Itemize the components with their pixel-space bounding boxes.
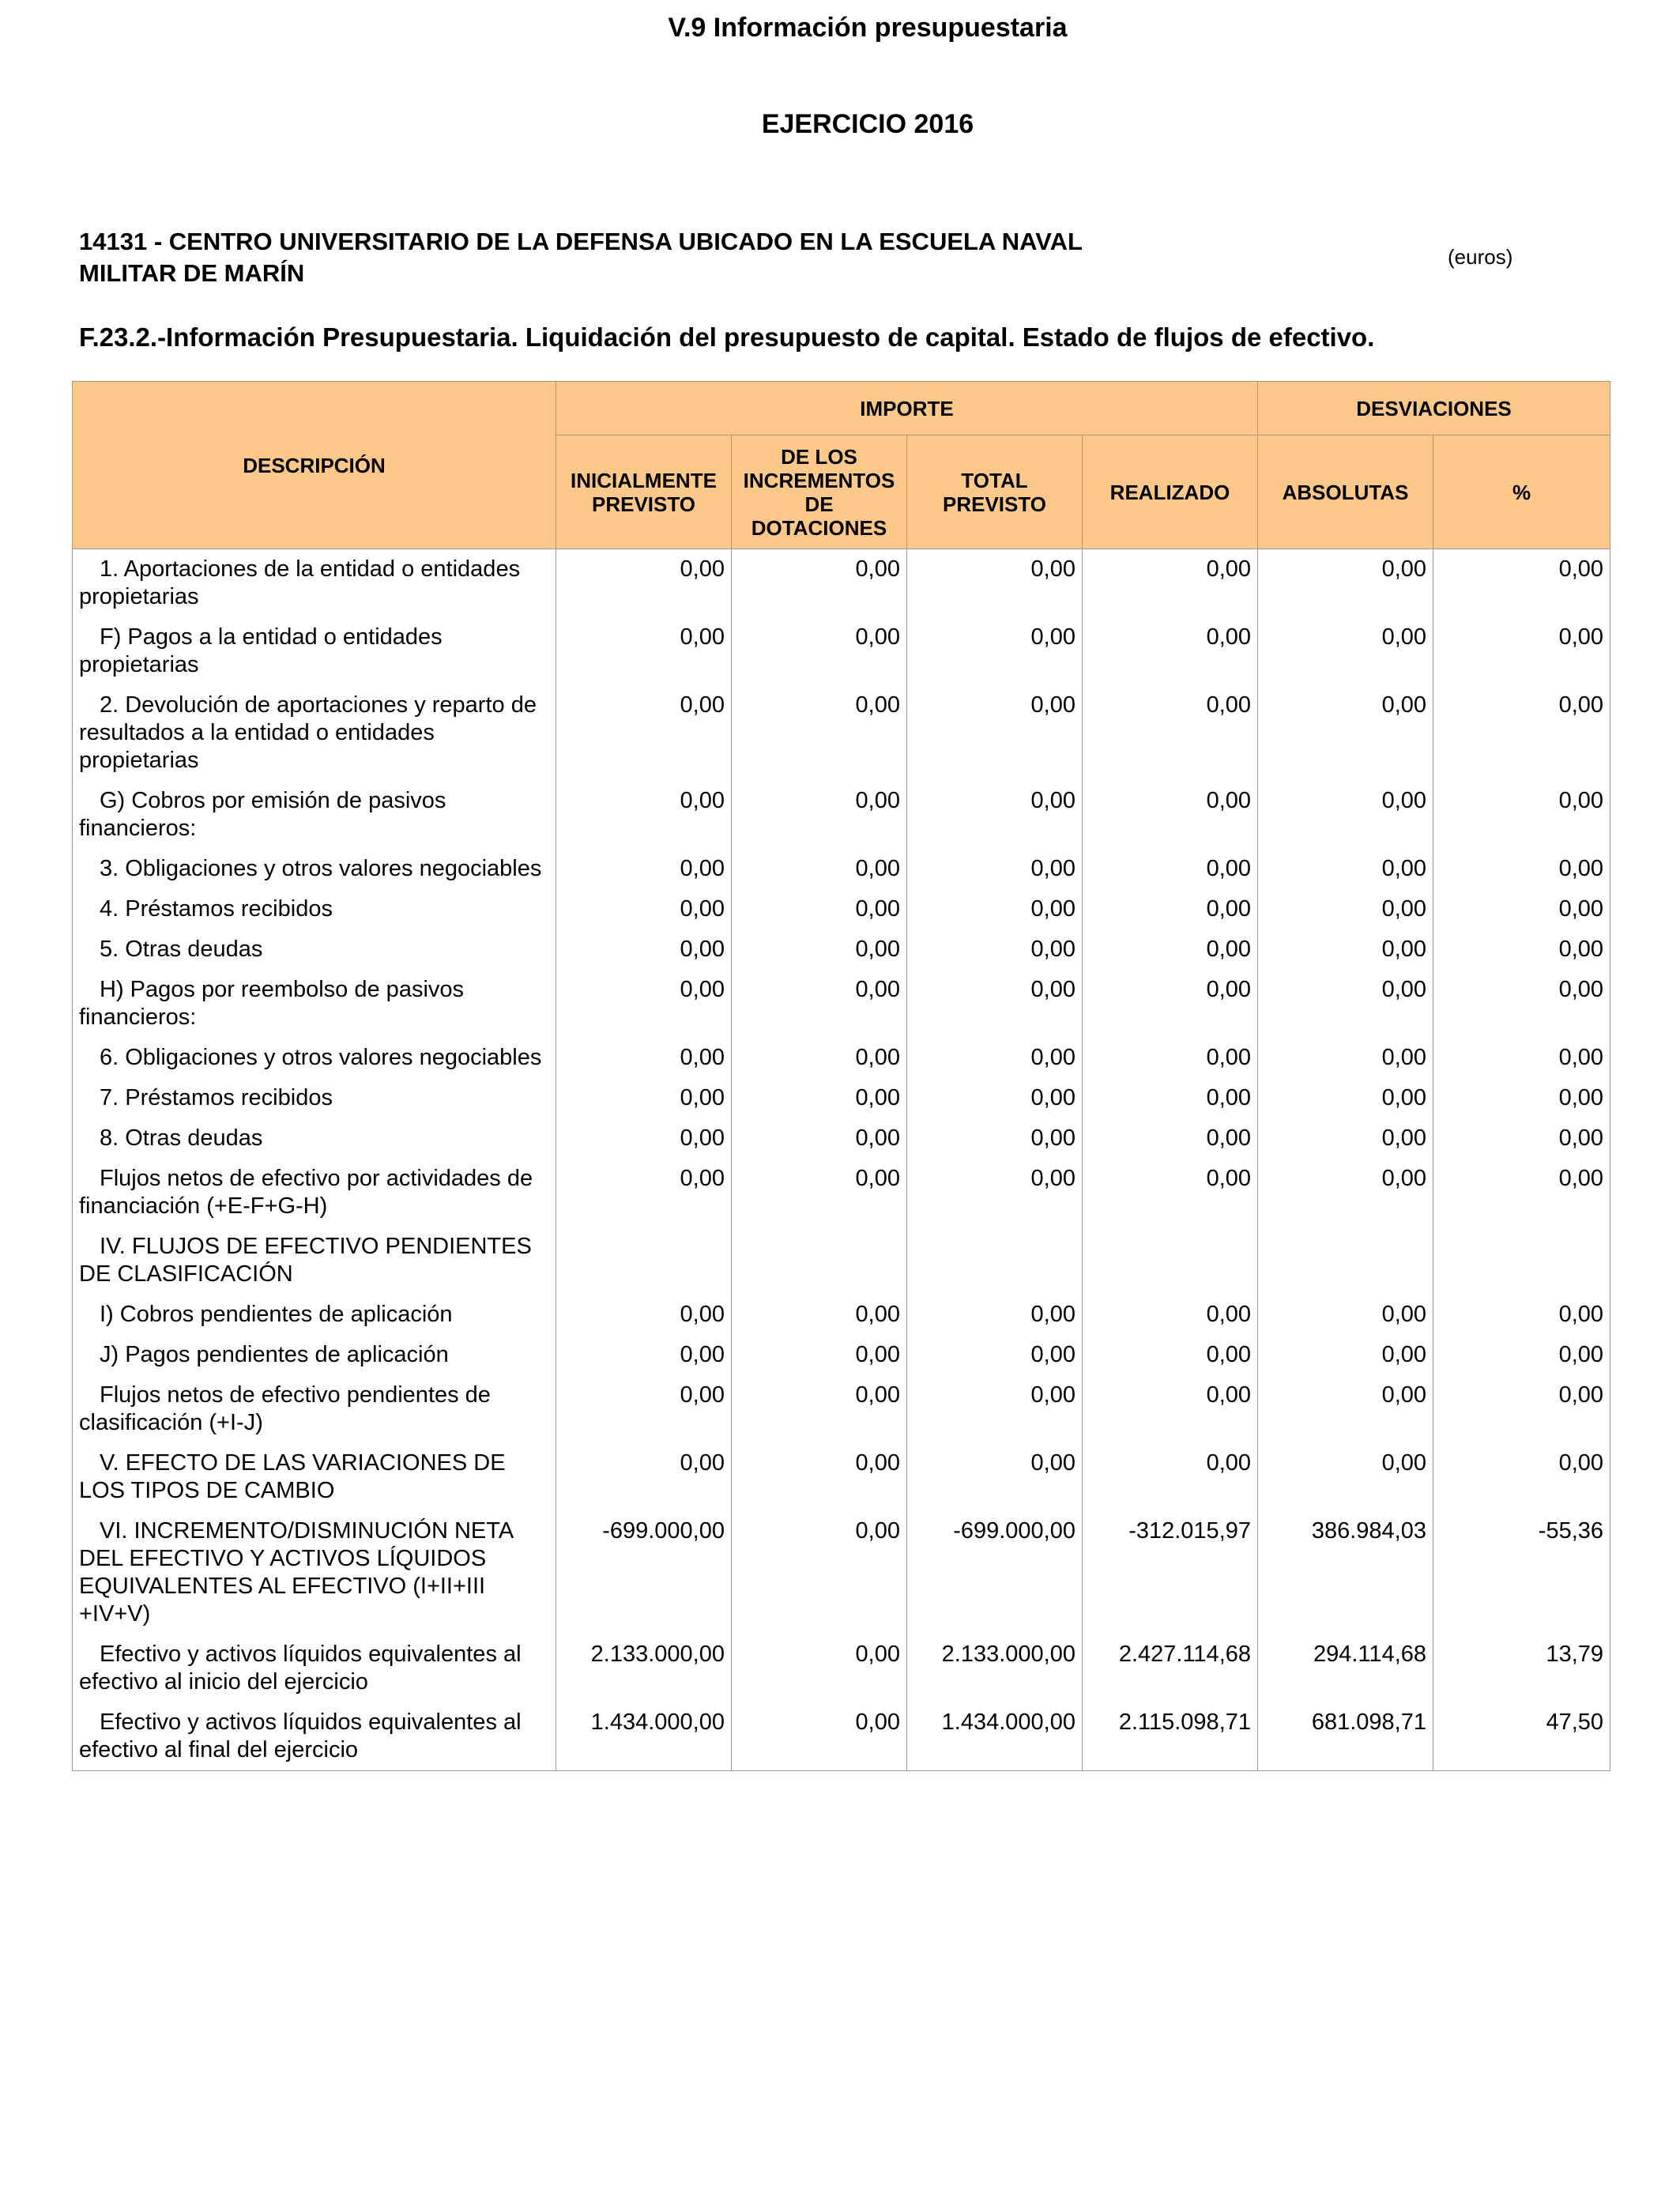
cell-total-previsto: 0,00: [907, 549, 1083, 618]
cell-desviacion-porcentaje: 0,00: [1433, 617, 1610, 685]
cell-total-previsto: 0,00: [907, 1159, 1083, 1227]
cell-desviacion-porcentaje: 0,00: [1433, 1078, 1610, 1118]
table-row: [73, 1118, 1610, 1159]
cell-inicialmente-previsto: 0,00: [556, 1443, 732, 1511]
cell-total-previsto: 0,00: [907, 1335, 1083, 1375]
row-description: 2. Devolución de aportaciones y reparto de resultados a la entidad o entidades propietarias: [73, 685, 556, 781]
cell-incrementos-dotaciones: 0,00: [732, 1038, 907, 1078]
header-inicialmente-previsto: [556, 435, 732, 549]
cell-desviacion-porcentaje: -55,36: [1433, 1511, 1610, 1634]
cell-incrementos-dotaciones: 0,00: [732, 849, 907, 889]
cell-desviacion-porcentaje: 0,00: [1433, 781, 1610, 849]
cell-incrementos-dotaciones: 0,00: [732, 1634, 907, 1702]
table-row: [73, 1159, 1610, 1227]
table-row: [73, 1335, 1610, 1375]
table-row: [73, 970, 1610, 1038]
cell-incrementos-dotaciones: [732, 1227, 907, 1295]
table-row: [73, 685, 1610, 781]
cell-desviacion-porcentaje: [1433, 1227, 1610, 1295]
header-total-previsto: [907, 435, 1083, 549]
header-porcentaje: %: [1433, 435, 1610, 549]
cell-desviacion-absoluta: 0,00: [1258, 929, 1433, 970]
row-description: VI. INCREMENTO/DISMINUCIÓN NETA DEL EFECTIVO Y ACTIVOS LÍQUIDOS EQUIVALENTES AL EFECTIVO (I+II+III +IV+V): [73, 1511, 556, 1634]
cell-incrementos-dotaciones: 0,00: [732, 1702, 907, 1771]
cell-realizado: 0,00: [1083, 889, 1258, 929]
header-descripcion: DESCRIPCIÓN: [73, 382, 556, 549]
cell-realizado: 0,00: [1083, 929, 1258, 970]
cell-desviacion-porcentaje: 0,00: [1433, 685, 1610, 781]
header-incrementos-dotaciones: [732, 435, 907, 549]
cell-inicialmente-previsto: 1.434.000,00: [556, 1702, 732, 1771]
cell-realizado: 2.115.098,71: [1083, 1702, 1258, 1771]
cell-inicialmente-previsto: 2.133.000,00: [556, 1634, 732, 1702]
cash-flow-table: [72, 381, 1610, 1771]
cell-realizado: 0,00: [1083, 1295, 1258, 1335]
row-description: 4. Préstamos recibidos: [73, 889, 556, 929]
cell-total-previsto: 1.434.000,00: [907, 1702, 1083, 1771]
cell-inicialmente-previsto: 0,00: [556, 929, 732, 970]
cell-inicialmente-previsto: 0,00: [556, 781, 732, 849]
cell-total-previsto: 0,00: [907, 781, 1083, 849]
cell-desviacion-absoluta: 0,00: [1258, 685, 1433, 781]
cell-incrementos-dotaciones: 0,00: [732, 1511, 907, 1634]
cell-realizado: 0,00: [1083, 685, 1258, 781]
cell-realizado: 0,00: [1083, 549, 1258, 618]
row-description: 1. Aportaciones de la entidad o entidades propietarias: [73, 549, 556, 618]
cell-incrementos-dotaciones: 0,00: [732, 889, 907, 929]
row-description: 8. Otras deudas: [73, 1118, 556, 1159]
page-title: V.9 Información presupuestaria: [668, 13, 1068, 43]
cell-desviacion-absoluta: 0,00: [1258, 1375, 1433, 1443]
cell-realizado: 0,00: [1083, 1335, 1258, 1375]
cell-total-previsto: 0,00: [907, 970, 1083, 1038]
cell-desviacion-absoluta: 0,00: [1258, 889, 1433, 929]
cell-inicialmente-previsto: 0,00: [556, 1078, 732, 1118]
header-incr-line2: INCREMENTOS: [743, 468, 895, 492]
table-row: [73, 617, 1610, 685]
cell-desviacion-porcentaje: 0,00: [1433, 970, 1610, 1038]
table-row: [73, 1511, 1610, 1634]
header-absolutas: ABSOLUTAS: [1258, 435, 1433, 549]
cell-incrementos-dotaciones: 0,00: [732, 549, 907, 618]
cell-desviacion-porcentaje: 0,00: [1433, 849, 1610, 889]
fiscal-year: EJERCICIO 2016: [761, 109, 974, 139]
cell-incrementos-dotaciones: 0,00: [732, 1118, 907, 1159]
cell-desviacion-absoluta: 0,00: [1258, 1038, 1433, 1078]
cell-desviacion-porcentaje: 0,00: [1433, 1335, 1610, 1375]
cell-incrementos-dotaciones: 0,00: [732, 781, 907, 849]
table-row: [73, 1443, 1610, 1511]
cell-inicialmente-previsto: [556, 1227, 732, 1295]
row-description: F) Pagos a la entidad o entidades propietarias: [73, 617, 556, 685]
cell-realizado: -312.015,97: [1083, 1511, 1258, 1634]
row-description: 6. Obligaciones y otros valores negociables: [73, 1038, 556, 1078]
table-row: [73, 889, 1610, 929]
cell-total-previsto: -699.000,00: [907, 1511, 1083, 1634]
table-row: [73, 1702, 1610, 1771]
cell-total-previsto: 0,00: [907, 1118, 1083, 1159]
table-row: [73, 1227, 1610, 1295]
row-description: 5. Otras deudas: [73, 929, 556, 970]
cell-total-previsto: 0,00: [907, 1443, 1083, 1511]
cell-desviacion-porcentaje: 47,50: [1433, 1702, 1610, 1771]
report-subtitle: F.23.2.-Información Presupuestaria. Liquidación del presupuesto de capital. Estado de flujos de efectivo.: [79, 322, 1375, 352]
row-description: IV. FLUJOS DE EFECTIVO PENDIENTES DE CLASIFICACIÓN: [73, 1227, 556, 1295]
row-description: J) Pagos pendientes de aplicación: [73, 1335, 556, 1375]
cell-inicialmente-previsto: 0,00: [556, 970, 732, 1038]
cell-total-previsto: 0,00: [907, 929, 1083, 970]
cell-desviacion-absoluta: 0,00: [1258, 849, 1433, 889]
table-row: [73, 849, 1610, 889]
units-label: (euros): [1448, 245, 1513, 269]
cell-desviacion-porcentaje: 13,79: [1433, 1634, 1610, 1702]
cell-realizado: 0,00: [1083, 1078, 1258, 1118]
cell-inicialmente-previsto: -699.000,00: [556, 1511, 732, 1634]
cell-total-previsto: 0,00: [907, 1038, 1083, 1078]
header-total-line2: PREVISTO: [942, 492, 1046, 516]
cell-realizado: [1083, 1227, 1258, 1295]
cell-inicialmente-previsto: 0,00: [556, 549, 732, 618]
cell-inicialmente-previsto: 0,00: [556, 849, 732, 889]
cell-desviacion-porcentaje: 0,00: [1433, 1295, 1610, 1335]
row-description: I) Cobros pendientes de aplicación: [73, 1295, 556, 1335]
table-row: [73, 549, 1610, 618]
row-description: H) Pagos por reembolso de pasivos financieros:: [73, 970, 556, 1038]
cell-inicialmente-previsto: 0,00: [556, 1038, 732, 1078]
cell-realizado: 0,00: [1083, 1038, 1258, 1078]
header-incr-line3: DE: [804, 492, 834, 516]
cell-desviacion-porcentaje: 0,00: [1433, 1038, 1610, 1078]
row-description: Flujos netos de efectivo pendientes de clasificación (+I-J): [73, 1375, 556, 1443]
cell-desviacion-absoluta: 294.114,68: [1258, 1634, 1433, 1702]
cell-inicialmente-previsto: 0,00: [556, 1375, 732, 1443]
cell-realizado: 0,00: [1083, 617, 1258, 685]
cell-desviacion-porcentaje: 0,00: [1433, 929, 1610, 970]
table-row: [73, 781, 1610, 849]
cell-desviacion-absoluta: 0,00: [1258, 617, 1433, 685]
table-row: [73, 1634, 1610, 1702]
table-row: [73, 1078, 1610, 1118]
cell-realizado: 0,00: [1083, 781, 1258, 849]
header-total-line1: TOTAL: [961, 468, 1028, 492]
cell-inicialmente-previsto: 0,00: [556, 889, 732, 929]
cell-inicialmente-previsto: 0,00: [556, 1159, 732, 1227]
cell-desviacion-porcentaje: 0,00: [1433, 549, 1610, 618]
cell-incrementos-dotaciones: 0,00: [732, 929, 907, 970]
header-incr-line1: DE LOS: [781, 444, 857, 469]
cell-desviacion-absoluta: 0,00: [1258, 1159, 1433, 1227]
cell-realizado: 0,00: [1083, 1118, 1258, 1159]
row-description: Efectivo y activos líquidos equivalentes al efectivo al inicio del ejercicio: [73, 1634, 556, 1702]
table-row: [73, 1375, 1610, 1443]
cell-desviacion-porcentaje: 0,00: [1433, 1118, 1610, 1159]
cell-realizado: 0,00: [1083, 849, 1258, 889]
cell-total-previsto: 0,00: [907, 889, 1083, 929]
row-description: 3. Obligaciones y otros valores negociables: [73, 849, 556, 889]
cell-incrementos-dotaciones: 0,00: [732, 1295, 907, 1335]
cell-inicialmente-previsto: 0,00: [556, 1335, 732, 1375]
cell-incrementos-dotaciones: 0,00: [732, 1159, 907, 1227]
cell-total-previsto: 0,00: [907, 1295, 1083, 1335]
cell-incrementos-dotaciones: 0,00: [732, 1335, 907, 1375]
header-realizado: REALIZADO: [1083, 435, 1258, 549]
cell-desviacion-absoluta: 0,00: [1258, 1335, 1433, 1375]
header-inicial-line2: PREVISTO: [591, 492, 695, 516]
cell-desviacion-absoluta: 0,00: [1258, 1295, 1433, 1335]
cell-realizado: 0,00: [1083, 1443, 1258, 1511]
cell-desviacion-absoluta: 0,00: [1258, 1118, 1433, 1159]
cell-incrementos-dotaciones: 0,00: [732, 1078, 907, 1118]
row-description: V. EFECTO DE LAS VARIACIONES DE LOS TIPOS DE CAMBIO: [73, 1443, 556, 1511]
entity-name-line2: MILITAR DE MARÍN: [79, 259, 305, 287]
cell-realizado: 2.427.114,68: [1083, 1634, 1258, 1702]
header-importe: IMPORTE: [556, 382, 1258, 435]
cell-total-previsto: [907, 1227, 1083, 1295]
header-desviaciones: DESVIACIONES: [1258, 382, 1610, 435]
cell-total-previsto: 0,00: [907, 1375, 1083, 1443]
table-body: [73, 549, 1610, 1771]
row-description: G) Cobros por emisión de pasivos financieros:: [73, 781, 556, 849]
cell-realizado: 0,00: [1083, 1159, 1258, 1227]
cell-inicialmente-previsto: 0,00: [556, 617, 732, 685]
cell-desviacion-absoluta: 0,00: [1258, 1078, 1433, 1118]
cell-total-previsto: 2.133.000,00: [907, 1634, 1083, 1702]
table-row: [73, 1038, 1610, 1078]
cell-desviacion-absoluta: [1258, 1227, 1433, 1295]
cell-realizado: 0,00: [1083, 970, 1258, 1038]
cell-desviacion-absoluta: 681.098,71: [1258, 1702, 1433, 1771]
cell-desviacion-porcentaje: 0,00: [1433, 889, 1610, 929]
cell-total-previsto: 0,00: [907, 849, 1083, 889]
cell-desviacion-porcentaje: 0,00: [1433, 1159, 1610, 1227]
entity-name: [79, 226, 1359, 289]
cell-inicialmente-previsto: 0,00: [556, 1118, 732, 1159]
table-header: [73, 382, 1610, 549]
cell-desviacion-porcentaje: 0,00: [1433, 1443, 1610, 1511]
header-incr-line4: DOTACIONES: [751, 515, 887, 540]
cell-realizado: 0,00: [1083, 1375, 1258, 1443]
cell-inicialmente-previsto: 0,00: [556, 1295, 732, 1335]
cell-desviacion-absoluta: 0,00: [1258, 1443, 1433, 1511]
table-row: [73, 1295, 1610, 1335]
row-description: Efectivo y activos líquidos equivalentes al efectivo al final del ejercicio: [73, 1702, 556, 1771]
cell-desviacion-absoluta: 0,00: [1258, 549, 1433, 618]
row-description: 7. Préstamos recibidos: [73, 1078, 556, 1118]
cell-incrementos-dotaciones: 0,00: [732, 1443, 907, 1511]
cell-incrementos-dotaciones: 0,00: [732, 617, 907, 685]
row-description: Flujos netos de efectivo por actividades de financiación (+E-F+G-H): [73, 1159, 556, 1227]
cell-incrementos-dotaciones: 0,00: [732, 970, 907, 1038]
cell-inicialmente-previsto: 0,00: [556, 685, 732, 781]
cell-total-previsto: 0,00: [907, 617, 1083, 685]
cell-desviacion-porcentaje: 0,00: [1433, 1375, 1610, 1443]
cell-total-previsto: 0,00: [907, 1078, 1083, 1118]
cell-desviacion-absoluta: 386.984,03: [1258, 1511, 1433, 1634]
cell-desviacion-absoluta: 0,00: [1258, 970, 1433, 1038]
cell-desviacion-absoluta: 0,00: [1258, 781, 1433, 849]
cell-incrementos-dotaciones: 0,00: [732, 1375, 907, 1443]
cell-total-previsto: 0,00: [907, 685, 1083, 781]
cell-incrementos-dotaciones: 0,00: [732, 685, 907, 781]
table-row: [73, 929, 1610, 970]
entity-name-line1: 14131 - CENTRO UNIVERSITARIO DE LA DEFENSA UBICADO EN LA ESCUELA NAVAL: [79, 228, 1083, 255]
header-inicial-line1: INICIALMENTE: [571, 468, 717, 492]
